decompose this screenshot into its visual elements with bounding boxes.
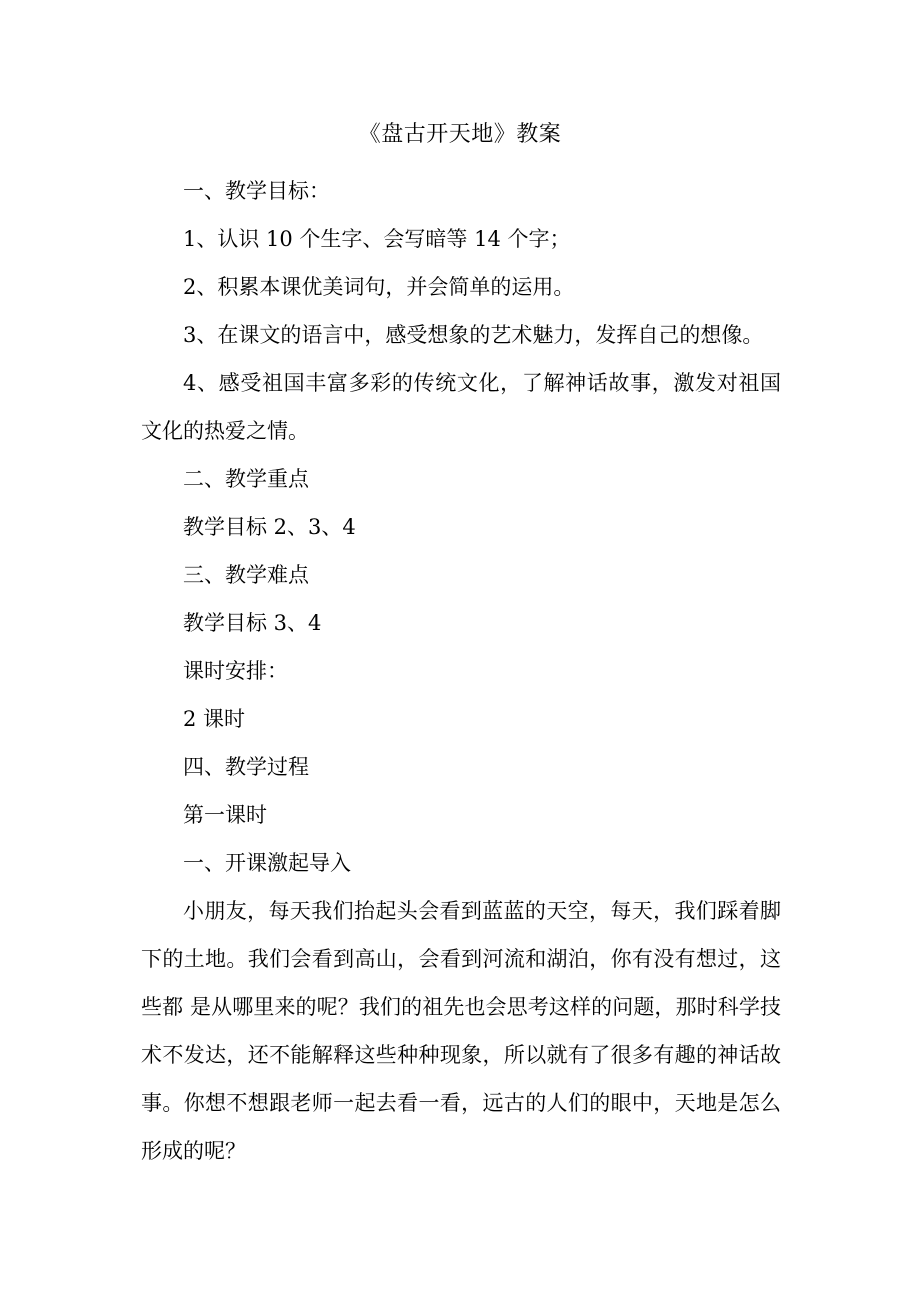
section-heading-process: 四、教学过程 bbox=[183, 755, 309, 779]
difficulties-text: 教学目标 3、4 bbox=[183, 611, 322, 635]
objective-item-3: 3、在课文的语言中，感受想象的艺术魅力，发挥自己的想像。 bbox=[183, 323, 764, 347]
section-heading-difficulties: 三、教学难点 bbox=[183, 563, 309, 587]
schedule-text: 2 课时 bbox=[183, 707, 246, 731]
document-title: 《盘古开天地》教案 bbox=[358, 122, 562, 147]
lesson-one-heading: 第一课时 bbox=[183, 803, 267, 827]
intro-paragraph: 小朋友，每天我们抬起头会看到蓝蓝的天空，每天，我们踩着脚下的土地。我们会看到高山，会看到河流和湖泊，你有没有想过，这些都 是从哪里来的呢？我们的祖先也会思考这样的问题，那时科学技术不发达，还不能解释这些种种现象，所以就有了很多有趣的神话故事。你想不想跟老师一起去看一看，远古的人们的眼中，天地是怎么形成的呢？ bbox=[141, 899, 781, 1163]
objective-item-2: 2、积累本课优美词句，并会简单的运用。 bbox=[183, 275, 575, 299]
key-points-text: 教学目标 2、3、4 bbox=[183, 515, 356, 539]
document-body bbox=[141, 167, 781, 1175]
intro-heading: 一、开课激起导入 bbox=[183, 851, 351, 875]
objective-item-4: 4、感受祖国丰富多彩的传统文化，了解神话故事，激发对祖国文化的热爱之情。 bbox=[141, 371, 781, 443]
section-heading-key-points: 二、教学重点 bbox=[183, 467, 309, 491]
objective-item-1: 1、认识 10 个生字、会写暗等 14 个字； bbox=[183, 227, 571, 251]
section-heading-objectives: 一、教学目标： bbox=[183, 179, 330, 203]
schedule-heading: 课时安排： bbox=[183, 659, 288, 683]
